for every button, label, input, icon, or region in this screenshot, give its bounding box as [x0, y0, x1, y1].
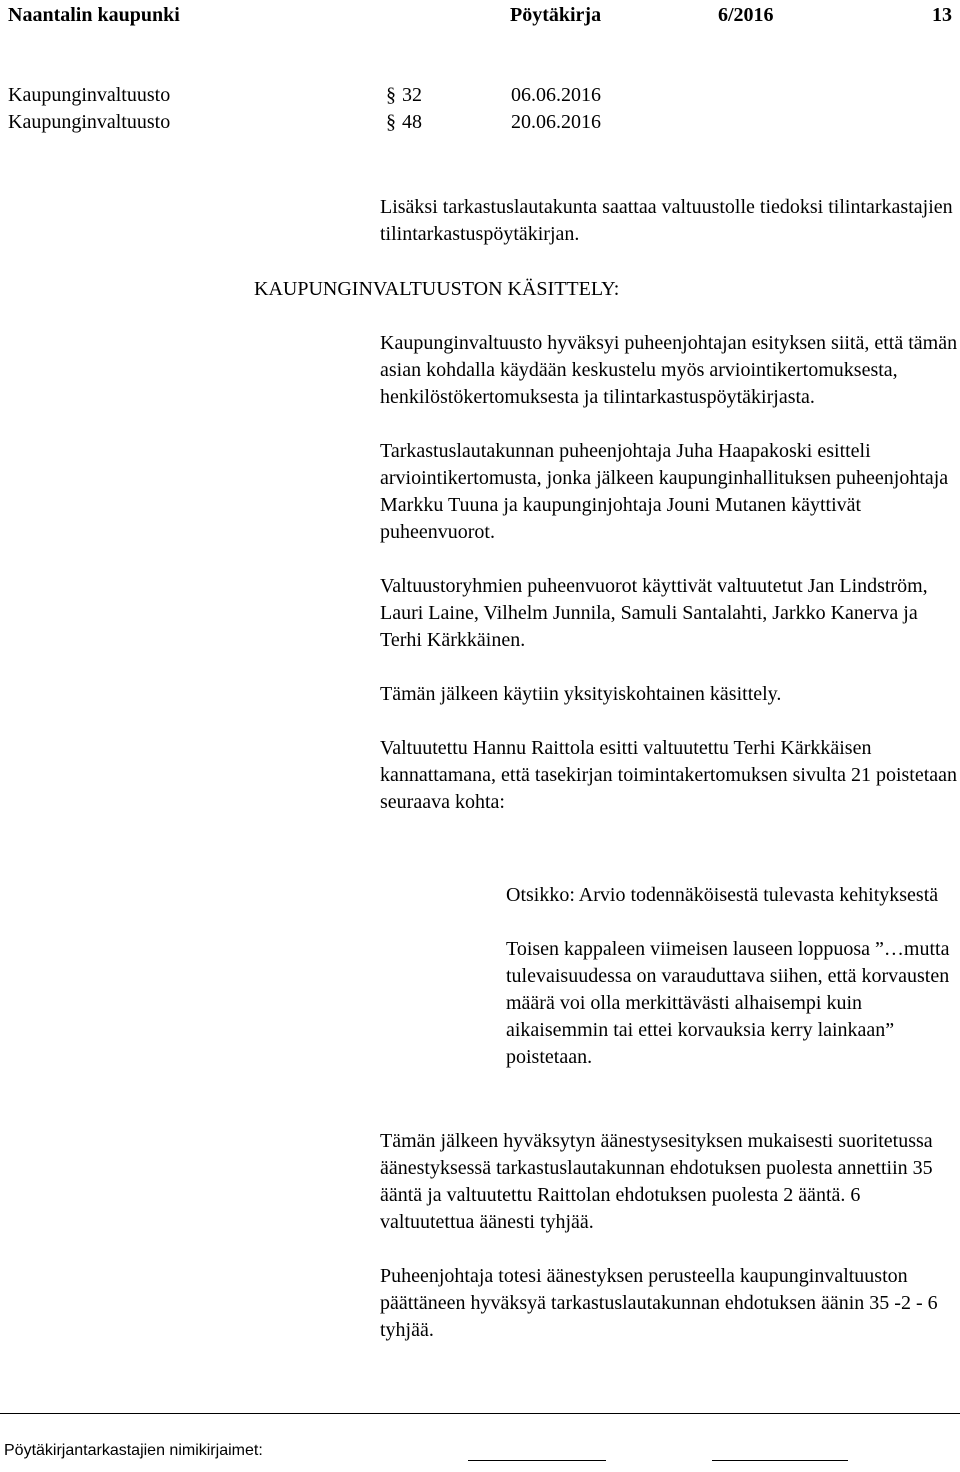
section-mark: § [386, 111, 396, 133]
section-number: 32 [402, 84, 422, 106]
footer-divider [0, 1413, 960, 1414]
document-type: Pöytäkirja [510, 4, 602, 26]
organization-name: Naantalin kaupunki [8, 4, 180, 26]
section-number: 48 [402, 111, 422, 133]
paragraph: Valtuustoryhmien puheenvuorot käyttivät valtuutetut Jan Lindström, Lauri Laine, Vilhelm Junnila, Samuli Santalahti, Jarkko Kanerva ja Terhi Kärkkäinen. [380, 575, 928, 651]
paragraph: Puheenjohtaja totesi äänestyksen perusteella kaupunginvaltuuston päättäneen hyväksyä tarkastuslautakunnan ehdotuksen äänin 35 -2 - 6 tyhjää. [380, 1265, 938, 1341]
meeting-references [8, 82, 708, 136]
closing-text [380, 1128, 958, 1371]
body-text [380, 330, 958, 843]
intro-paragraph: Lisäksi tarkastuslautakunta saattaa valtuustolle tiedoksi tilintarkastajien tilintarkastuspöytäkirjan. [380, 196, 953, 245]
section-mark: § [386, 84, 396, 106]
signature-line [712, 1460, 848, 1461]
paragraph: Tarkastuslautakunnan puheenjohtaja Juha Haapakoski esitteli arviointikertomusta, jonka jälkeen kaupunginhallituksen puheenjohtaja Markku Tuuna ja kaupunginjohtaja Jouni Mutanen käyttivät puheenvuorot. [380, 440, 949, 543]
meeting-row [8, 109, 708, 136]
paragraph: Tämän jälkeen käytiin yksityiskohtainen käsittely. [380, 683, 782, 705]
meeting-row [8, 82, 708, 109]
page-number: 13 [932, 4, 952, 26]
page-header [8, 2, 952, 28]
paragraph: Valtuutettu Hannu Raittola esitti valtuutettu Terhi Kärkkäisen kannattamana, että tasekirjan toimintakertomuksen sivulta 21 poistetaan seuraava kohta: [380, 737, 958, 813]
quote-paragraph: Toisen kappaleen viimeisen lauseen loppuosa ”…mutta tulevaisuudessa on varauduttava siihen, että korvausten määrä voi olla merkittävästi alhaisempi kuin aikaisemmin tai ettei korvauksia kerry lainkaan” poistetaan. [506, 938, 950, 1068]
paragraph: Tämän jälkeen hyväksytyn äänestysesityksen mukaisesti suoritetussa äänestyksessä tarkastuslautakunnan ehdotuksen puolesta annettiin 35 ääntä ja valtuutettu Raittolan ehdotuksen puolesta 2 ääntä. 6 valtuutettua äänesti tyhjää. [380, 1130, 933, 1233]
signature-label: Pöytäkirjantarkastajien nimikirjaimet: [4, 1442, 263, 1459]
quote-paragraph: Otsikko: Arvio todennäköisestä tulevasta kehityksestä [506, 884, 939, 906]
meeting-body: Kaupunginvaltuusto [8, 84, 171, 106]
meeting-date: 06.06.2016 [511, 84, 601, 106]
meeting-date: 20.06.2016 [511, 111, 601, 133]
section-heading: KAUPUNGINVALTUUSTON KÄSITTELY: [254, 278, 620, 300]
signature-line [468, 1460, 606, 1461]
paragraph: Kaupunginvaltuusto hyväksyi puheenjohtajan esityksen siitä, että tämän asian kohdalla käydään keskustelu myös arviointikertomuksesta, henkilöstökertomuksesta ja tilintarkastuspöytäkirjasta. [380, 332, 958, 408]
intro-section [380, 194, 958, 248]
quoted-text [506, 882, 958, 1098]
document-number: 6/2016 [718, 4, 774, 26]
meeting-body: Kaupunginvaltuusto [8, 111, 171, 133]
